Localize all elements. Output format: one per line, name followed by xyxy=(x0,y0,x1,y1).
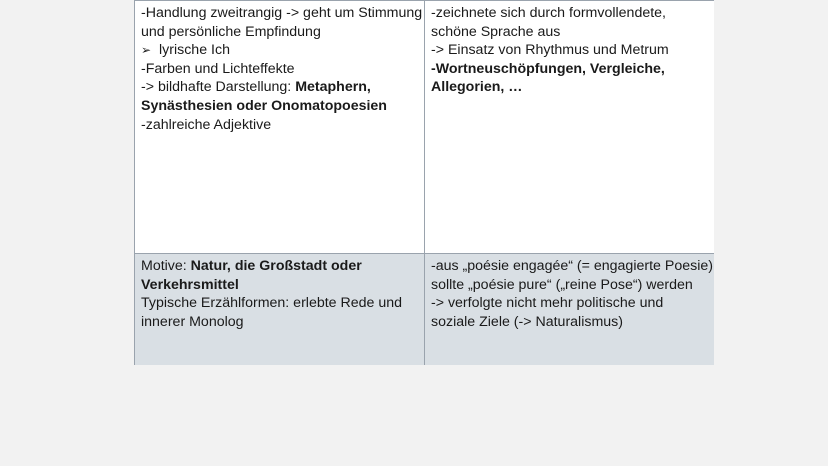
text-line: soziale Ziele (-> Naturalismus) xyxy=(431,313,623,330)
text-bold-line: -Wortneuschöpfungen, Vergleiche, xyxy=(431,60,665,77)
text-line: lyrische Ich xyxy=(159,42,230,59)
text-line: -Farben und Lichteffekte xyxy=(141,60,295,77)
bullet-line xyxy=(141,41,418,60)
text-line: -Handlung zweitrangig -> geht um Stimmung xyxy=(141,5,423,21)
text-line: schöne Sprache aus xyxy=(431,23,561,40)
comparison-table xyxy=(134,0,714,365)
text-line: und persönliche Empfindung xyxy=(141,23,321,40)
text-line: -> verfolgte nicht mehr politische und xyxy=(431,295,664,312)
cell-row1-col2 xyxy=(425,1,714,254)
text-bold: Natur, die Großstadt oder xyxy=(190,258,362,274)
cell-row2-col2 xyxy=(425,254,714,365)
text-line: -aus „poésie engagée“ (= engagierte Poesie) xyxy=(431,258,713,274)
text-plain: Motive: xyxy=(141,258,191,274)
cell-row1-col1 xyxy=(135,1,425,254)
text-line: Typische Erzählformen: erlebte Rede und xyxy=(141,295,403,312)
text-line: -> Einsatz von Rhythmus und Metrum xyxy=(431,42,669,59)
text-line: -zeichnete sich durch formvollendete, xyxy=(431,5,667,21)
text-line: sollte „poésie pure“ („reine Pose“) werden xyxy=(431,276,693,293)
text-bold: Metaphern, xyxy=(295,79,371,96)
text-line: -zahlreiche Adjektive xyxy=(141,116,272,133)
text-line xyxy=(141,78,418,97)
arrow-bullet-icon: ➢ xyxy=(141,43,152,58)
text-plain: -> bildhafte Darstellung: xyxy=(141,79,296,96)
text-bold-line: Verkehrsmittel xyxy=(141,276,239,293)
text-line xyxy=(141,257,418,276)
cell-row2-col1 xyxy=(135,254,425,365)
text-bold-line: Allegorien, … xyxy=(431,79,523,96)
text-line: innerer Monolog xyxy=(141,313,244,330)
text-bold-line: Synästhesien oder Onomatopoesien xyxy=(141,97,387,114)
